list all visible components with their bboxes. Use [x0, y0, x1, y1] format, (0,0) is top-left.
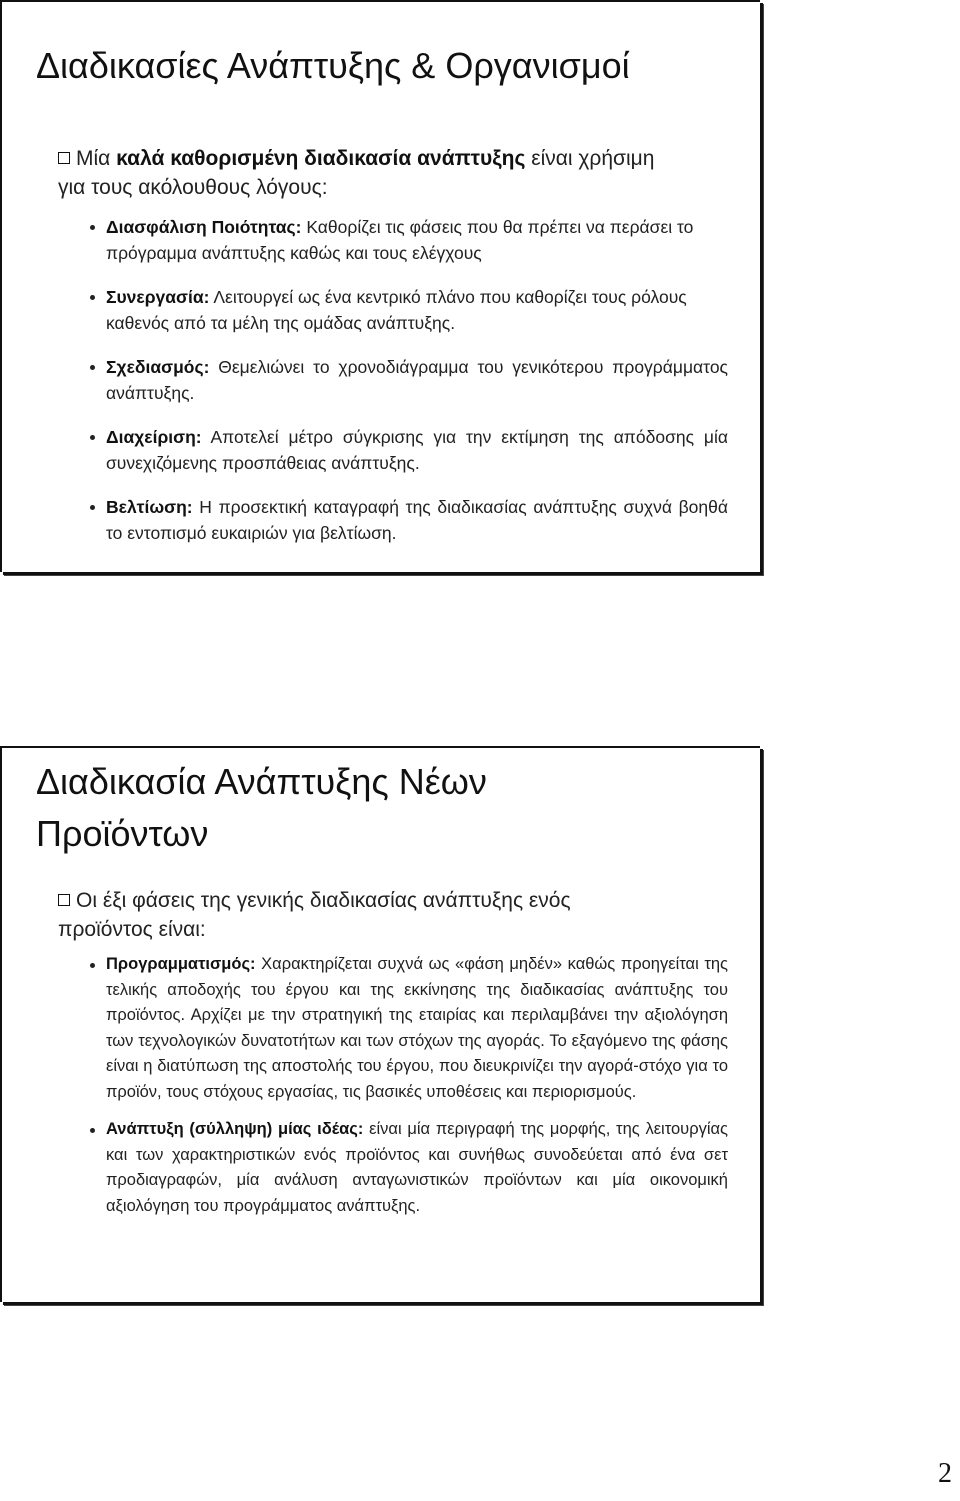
page-number: 2	[938, 1458, 952, 1489]
list-item	[88, 1117, 728, 1219]
slide-2	[0, 746, 760, 1302]
intro-suffix: είναι χρήσιμη	[525, 147, 655, 170]
slide-2-intro	[58, 886, 728, 944]
square-bullet-icon	[58, 894, 70, 906]
bullet-text: Λειτουργεί ως ένα κεντρικό πλάνο που καθορίζει τους ρόλους καθενός από τα μέλη της ομάδας ανάπτυξης.	[106, 287, 687, 333]
list-item	[88, 424, 728, 476]
bullet-text: Θεμελιώνει το χρονοδιάγραμμα του γενικότερου προγράμματος ανάπτυξης.	[106, 357, 728, 403]
intro-bold: καλά καθορισμένη διαδικασία ανάπτυξης	[116, 147, 526, 170]
bullet-text: είναι μία περιγραφή της μορφής, της λειτουργίας και των χαρακτηριστικών ενός προϊόντος και συνήθως συνοδεύεται από ένα σετ προδιαγραφών, μία ανάλυση ανταγωνιστικών προϊόντων και μία οικονομική αξιολόγηση του προγράμματος ανάπτυξης.	[106, 1120, 728, 1215]
bullet-text: Αποτελεί μέτρο σύγκρισης για την εκτίμηση της απόδοσης μία συνεχιζόμενης προσπάθειας ανάπτυξης.	[106, 427, 728, 473]
slide-2-title	[36, 756, 676, 860]
slide-2-title-line-2: Προϊόντων	[36, 813, 209, 854]
bullet-text: Καθορίζει τις φάσεις που θα πρέπει να περάσει το πρόγραμμα ανάπτυξης καθώς και τους ελέγχους	[106, 217, 694, 263]
list-item	[88, 494, 728, 546]
list-item	[88, 284, 728, 336]
slide-1-bullet-list	[88, 214, 728, 564]
slide-1-title: Διαδικασίες Ανάπτυξης & Οργανισμοί	[36, 45, 630, 86]
list-item	[88, 214, 728, 266]
bullet-term: Διαχείριση:	[106, 427, 202, 447]
bullet-term: Ανάπτυξη (σύλληψη) μίας ιδέας:	[106, 1120, 364, 1138]
square-bullet-icon	[58, 152, 70, 164]
bullet-term: Συνεργασία:	[106, 287, 210, 307]
list-item	[88, 952, 728, 1105]
bullet-term: Διασφάλιση Ποιότητας:	[106, 217, 302, 237]
slide-1-intro	[58, 144, 728, 202]
list-item	[88, 354, 728, 406]
bullet-text: Η προσεκτική καταγραφή της διαδικασίας ανάπτυξης συχνά βοηθά το εντοπισμό ευκαιριών για βελτίωση.	[106, 497, 728, 543]
intro-line-1: Οι έξι φάσεις της γενικής διαδικασίας ανάπτυξης ενός	[76, 889, 571, 912]
intro-prefix: Μία	[76, 147, 117, 170]
slide-2-bullet-list	[88, 952, 728, 1231]
slide-2-title-line-1: Διαδικασία Ανάπτυξης Νέων	[36, 761, 487, 802]
bullet-term: Προγραμματισμός:	[106, 955, 256, 973]
slide-1	[0, 0, 760, 572]
bullet-term: Βελτίωση:	[106, 497, 193, 517]
intro-line-2: προϊόντος είναι:	[58, 918, 206, 941]
intro-line-2: για τους ακόλουθους λόγους:	[58, 176, 328, 199]
bullet-term: Σχεδιασμός:	[106, 357, 210, 377]
bullet-text: Χαρακτηρίζεται συχνά ως «φάση μηδέν» καθώς προηγείται της τελικής αποδοχής του έργου και της εκκίνησης της διαδικασίας ανάπτυξης του προϊόντος. Αρχίζει με την στρατηγική της εταιρίας και περιλαμβάνει την αξιολόγηση των τεχνολογικών δυνατοτήτων και των στόχων της αγοράς. Το εξαγόμενο της φάσης είναι η διατύπωση της αποστολής του έργου, που διευκρινίζει την αγορά-στόχο για το προϊόν, τους στόχους εργασίας, τις βασικές υποθέσεις και περιορισμούς.	[106, 955, 728, 1101]
